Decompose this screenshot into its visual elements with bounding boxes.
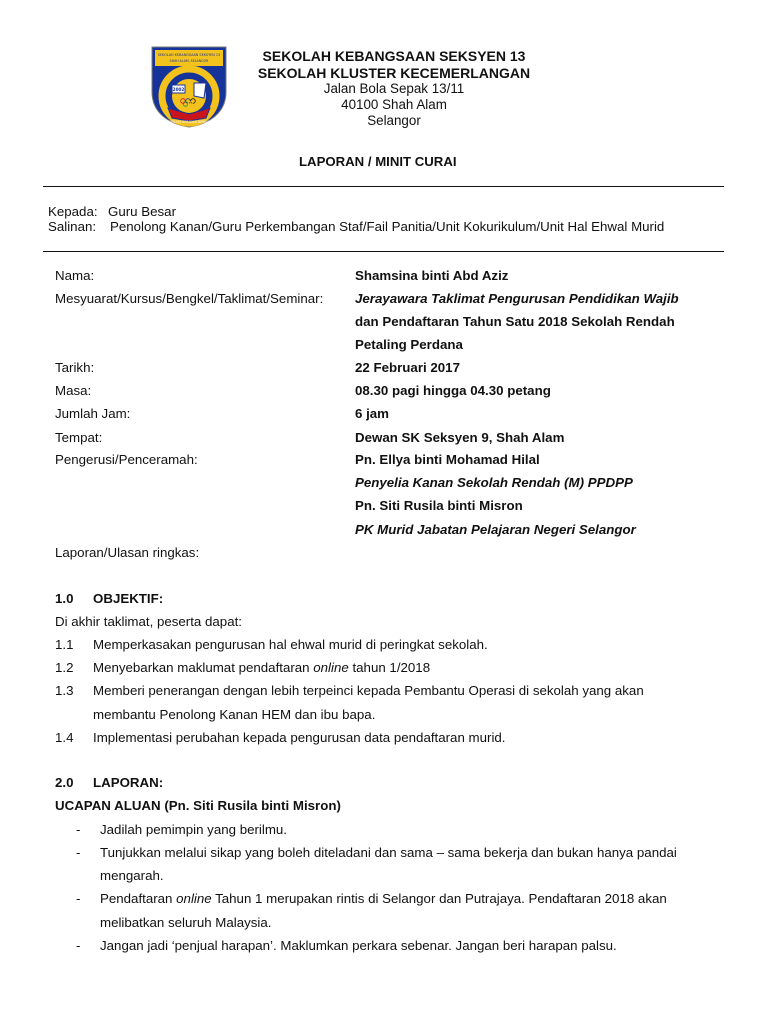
report-bullet-4-text: Jangan jadi ‘penjual harapan’. Maklumkan perkara sebenar. Jangan beri harapan palsu. [100, 938, 617, 953]
address-line-1: Jalan Bola Sepak 13/11 [323, 81, 465, 96]
online-term: online [313, 660, 349, 675]
meeting-value-line-1: Jerayawara Taklimat Pengurusan Pendidikan Wajib [355, 291, 679, 306]
report-bullet-2-line-2: mengarah. [100, 868, 164, 883]
document-title: LAPORAN / MINIT CURAI [299, 154, 457, 169]
logo-year: 2002 [172, 87, 185, 92]
report-heading: LAPORAN: [93, 775, 164, 790]
name-value: Shamsina binti Abd Aziz [355, 268, 509, 283]
report-number: 2.0 [55, 775, 74, 790]
report-bullet-2-line-1: Tunjukkan melalui sikap yang boleh diteladani dan sama – sama bekerja dan bukan hanya pandai [100, 845, 677, 860]
objective-item-1-text: Memperkasakan pengurusan hal ehwal murid di peringkat sekolah. [93, 637, 488, 652]
copy-value: Penolong Kanan/Guru Perkembangan Staf/Fail Panitia/Unit Kokurikulum/Unit Hal Ehwal Murid [110, 219, 665, 234]
school-subtitle: SEKOLAH KLUSTER KECEMERLANGAN [257, 65, 531, 81]
date-label: Tarikh: [55, 360, 95, 375]
report-bullet-3-text-after: Tahun 1 merupakan rintis di Selangor dan Putrajaya. Pendaftaran 2018 akan [211, 891, 667, 906]
objective-item-4-number: 1.4 [55, 730, 74, 745]
objective-item-3-line-2: membantu Penolong Kanan HEM dan ibu bapa. [93, 707, 376, 722]
copy-label: Salinan: [48, 219, 97, 234]
hours-label: Jumlah Jam: [55, 406, 131, 421]
logo-middle-text: SHAH ALAM, SELANGOR [169, 59, 209, 63]
summary-label: Laporan/Ulasan ringkas: [55, 545, 200, 560]
report-bullet-3-dash: - [76, 891, 81, 906]
objective-item-3-number: 1.3 [55, 683, 74, 698]
report-bullet-2-dash: - [76, 845, 81, 860]
to-value: Guru Besar [108, 204, 176, 219]
report-bullet-1-text: Jadilah pemimpin yang berilmu. [100, 822, 287, 837]
meeting-label: Mesyuarat/Kursus/Bengkel/Taklimat/Seminar: [55, 291, 324, 306]
objective-item-2-text-before: Menyebarkan maklumat pendaftaran [93, 660, 314, 675]
time-label: Masa: [55, 383, 92, 398]
chair-2-role: PK Murid Jabatan Pelajaran Negeri Selangor [355, 522, 636, 537]
objective-item-1-number: 1.1 [55, 637, 74, 652]
report-bullet-3-text-before: Pendaftaran [100, 891, 177, 906]
chair-1-name: Pn. Ellya binti Mohamad Hilal [355, 452, 540, 467]
address-line-2: 40100 Shah Alam [341, 97, 447, 112]
place-value: Dewan SK Seksyen 9, Shah Alam [355, 430, 565, 445]
chair-2-name: Pn. Siti Rusila binti Misron [355, 498, 523, 513]
school-name: SEKOLAH KEBANGSAAN SEKSYEN 13 [262, 48, 526, 64]
objective-item-4-text: Implementasi perubahan kepada pengurusan data pendaftaran murid. [93, 730, 506, 745]
recipient-divider [43, 251, 724, 252]
report-bullet-4-dash: - [76, 938, 81, 953]
top-divider [43, 186, 724, 187]
online-term: online [176, 891, 212, 906]
name-label: Nama: [55, 268, 95, 283]
report-bullet-3-line-2: melibatkan seluruh Malaysia. [100, 915, 272, 930]
welcome-speech-heading: UCAPAN ALUAN (Pn. Siti Rusila binti Misron) [55, 798, 341, 813]
meeting-value-line-3: Petaling Perdana [355, 337, 463, 352]
report-bullet-1-dash: - [76, 822, 81, 837]
report-bullet-3-line-1 [100, 891, 667, 906]
address-line-3: Selangor [367, 113, 421, 128]
hours-value: 6 jam [355, 406, 390, 421]
date-value: 22 Februari 2017 [355, 360, 460, 375]
to-label: Kepada: [48, 204, 98, 219]
meeting-value-line-2: dan Pendaftaran Tahun Satu 2018 Sekolah Rendah [355, 314, 675, 329]
objective-heading: OBJEKTIF: [93, 591, 164, 606]
school-crest-logo [149, 44, 229, 128]
logo-bottom-text: BERILMU BERADAB BERJAYA [167, 120, 211, 124]
objective-item-2-text [93, 660, 430, 675]
place-label: Tempat: [55, 430, 103, 445]
objective-item-2-number: 1.2 [55, 660, 74, 675]
objective-number: 1.0 [55, 591, 74, 606]
objective-intro: Di akhir taklimat, peserta dapat: [55, 614, 242, 629]
time-value: 08.30 pagi hingga 04.30 petang [355, 383, 551, 398]
chair-1-role: Penyelia Kanan Sekolah Rendah (M) PPDPP [355, 475, 633, 490]
objective-item-3-line-1: Memberi penerangan dengan lebih terpeinci kepada Pembantu Operasi di sekolah yang akan [93, 683, 644, 698]
logo-top-text: SEKOLAH KEBANGSAAN SEKSYEN 13 [157, 53, 221, 57]
chair-label: Pengerusi/Penceramah: [55, 452, 198, 467]
objective-item-2-text-after: tahun 1/2018 [348, 660, 431, 675]
